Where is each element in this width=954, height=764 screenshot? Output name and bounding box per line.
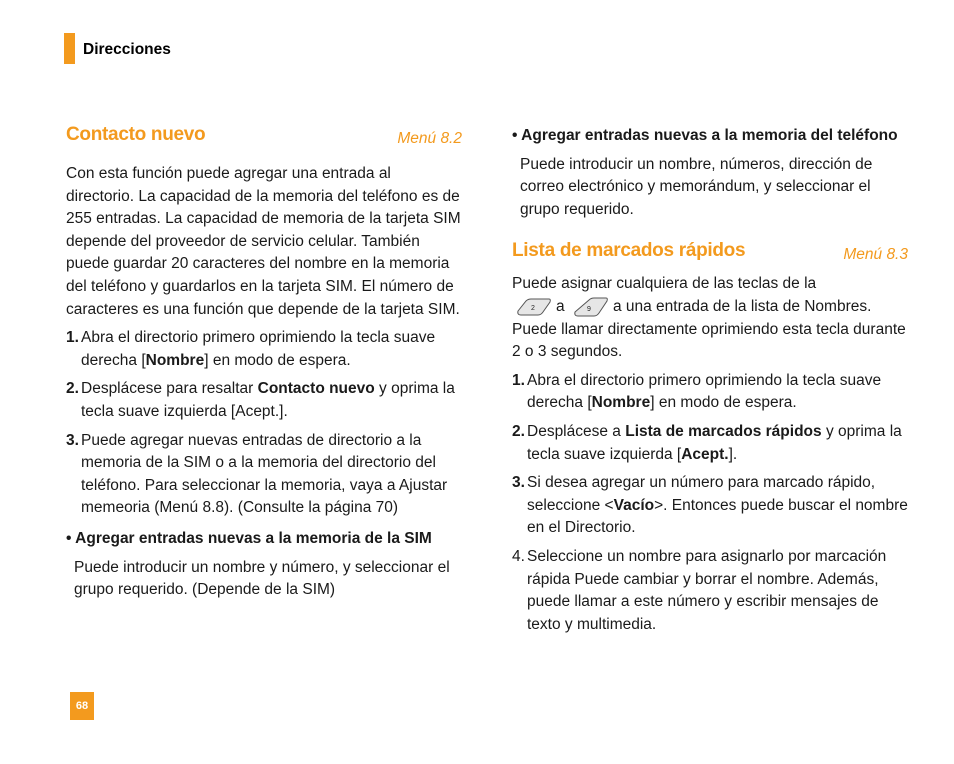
step-bold: Vacío bbox=[613, 496, 655, 514]
steps-list bbox=[66, 327, 462, 520]
step-text: Si desea agregar un número para marcado rápido, seleccione < bbox=[527, 474, 876, 514]
step-number: 3. bbox=[66, 431, 79, 449]
section-header-contacto-nuevo bbox=[66, 124, 462, 154]
step-text: Puede agregar nuevas entradas de directorio a la memoria de la SIM o a la memoria del directorio del teléfono. Para seleccionar la memoria, vaya a Ajustar memeoria (Menú 8.8). (Consulte la página 70) bbox=[81, 431, 448, 517]
intro-paragraph: Con esta función puede agregar una entrada al directorio. La capacidad de la memoria del teléfono es de 255 entradas. La capacidad de memoria de la tarjeta SIM depende del proveedor de servicio celular. También puede guardar 20 caracteres del nombre en la memoria del teléfono y guardarlos en la tarjeta SIM. El número de caracteres es una función que depende de la tarjeta SIM. bbox=[66, 165, 461, 318]
step-text: Seleccione un nombre para asignarlo por marcación rápida Puede cambiar y borrar el nombre. Además, puede llamar a este número y escribir mensajes de texto y multimedia. bbox=[527, 547, 887, 633]
intro-text: a bbox=[556, 297, 565, 315]
menu-reference: Menú 8.2 bbox=[397, 130, 462, 147]
step-text: >. Entonces puede buscar el nombre en el Directorio. bbox=[527, 496, 908, 537]
step-text: Abra el directorio primero oprimiendo la tecla suave derecha [ bbox=[527, 371, 882, 412]
section-title: Contacto nuevo bbox=[66, 124, 206, 145]
step-bold: Acept. bbox=[681, 445, 729, 463]
section-title: Lista de marcados rápidos bbox=[512, 240, 746, 262]
list-item bbox=[66, 378, 462, 423]
step-number: 4. bbox=[512, 547, 525, 565]
key-2-label: 2 bbox=[531, 304, 535, 312]
section-header-marcados-rapidos bbox=[512, 240, 908, 270]
list-item bbox=[512, 421, 908, 466]
key-9-label: 9 bbox=[586, 305, 591, 313]
right-column bbox=[512, 124, 908, 636]
intro-text: Puede asignar cualquiera de las teclas de la bbox=[512, 275, 817, 293]
step-text: Desplácese para resaltar bbox=[81, 380, 258, 398]
list-item bbox=[512, 370, 908, 415]
list-item bbox=[66, 430, 462, 520]
page-number-badge: 68 bbox=[70, 692, 94, 720]
key-2-icon bbox=[516, 297, 552, 317]
bullet-body-sim: Puede introducir un nombre y número, y seleccionar el grupo requerido. (Depende de la SIM) bbox=[74, 558, 450, 599]
step-text: ]. bbox=[728, 445, 738, 463]
step-text: ] en modo de espera. bbox=[204, 351, 351, 369]
step-text: ] en modo de espera. bbox=[650, 394, 797, 412]
list-item bbox=[66, 327, 462, 372]
page-header-title: Direcciones bbox=[83, 41, 171, 58]
steps-list bbox=[512, 370, 908, 637]
step-text: y oprima la tecla suave izquierda [ bbox=[527, 422, 902, 463]
bullet-heading-phone: • Agregar entradas nuevas a la memoria del teléfono bbox=[512, 127, 898, 144]
left-column bbox=[66, 124, 462, 602]
step-bold: Nombre bbox=[145, 351, 205, 369]
step-bold: Contacto nuevo bbox=[257, 380, 375, 398]
step-number: 1. bbox=[512, 371, 525, 389]
step-text: Abra el directorio primero oprimiendo la tecla suave derecha [ bbox=[81, 329, 436, 369]
key-9-icon bbox=[573, 297, 609, 317]
step-number: 1. bbox=[66, 329, 79, 347]
bullet-body-phone: Puede introducir un nombre, números, dirección de correo electrónico y memorándum, y seleccionar el grupo requerido. bbox=[520, 155, 873, 218]
step-text: Desplácese a bbox=[527, 422, 626, 440]
step-text: y oprima la tecla suave izquierda [Acept.]. bbox=[81, 380, 455, 420]
list-item bbox=[512, 546, 908, 636]
step-bold: Lista de marcados rápidos bbox=[625, 422, 822, 440]
intro-paragraph bbox=[512, 273, 908, 363]
menu-reference: Menú 8.3 bbox=[843, 246, 908, 264]
bullet-heading-sim: • Agregar entradas nuevas a la memoria de la SIM bbox=[66, 529, 432, 547]
intro-text: a una entrada de la lista de Nombres. Puede llamar directamente oprimiendo esta tecla durante 2 o 3 segundos. bbox=[512, 297, 906, 361]
step-number: 3. bbox=[512, 474, 525, 492]
step-bold: Nombre bbox=[591, 394, 651, 412]
step-number: 2. bbox=[512, 422, 525, 440]
step-number: 2. bbox=[66, 380, 79, 398]
header-accent-bar bbox=[64, 33, 75, 64]
list-item bbox=[512, 472, 908, 540]
